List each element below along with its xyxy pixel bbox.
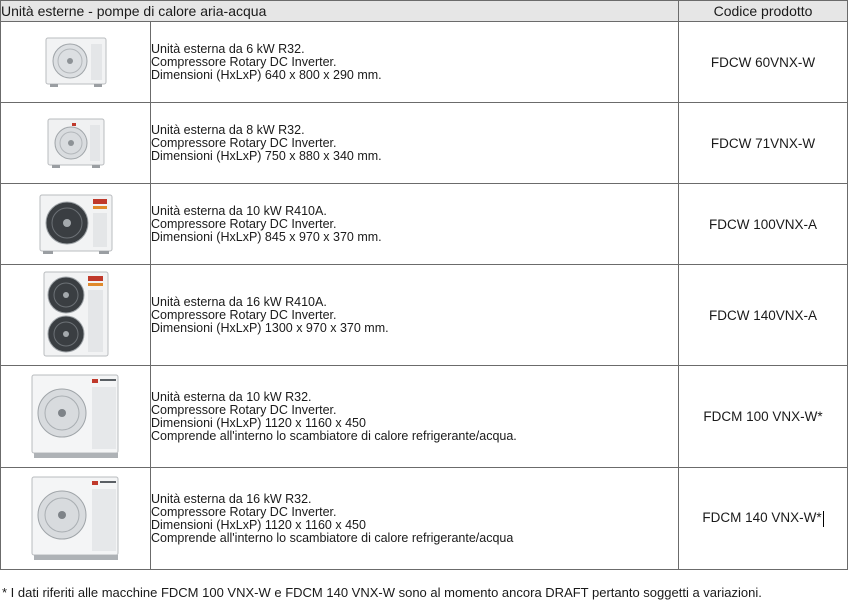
description-line: Dimensioni (HxLxP) 1300 x 970 x 370 mm. [151,320,389,335]
product-description-cell [151,265,679,366]
description-line: Unità esterna da 16 kW R32. [151,491,312,506]
product-image-cell [1,103,151,184]
table-row [1,265,848,366]
description-line: Unità esterna da 10 kW R410A. [151,203,327,218]
description-line: Unità esterna da 16 kW R410A. [151,294,327,309]
description-line: Unità esterna da 6 kW R32. [151,41,305,56]
product-description-cell [151,184,679,265]
description-line: Compressore Rotary DC Inverter. [151,504,337,519]
product-code: FDCW 100VNX-A [679,184,848,265]
outdoor-unit-wide-single-fan-icon [30,475,122,563]
description-line: Dimensioni (HxLxP) 1120 x 1160 x 450 [151,517,366,532]
product-code: FDCW 60VNX-W [679,22,848,103]
header-description: Unità esterne - pompe di calore aria-acqua [1,1,679,22]
table-row [1,103,848,184]
description-line: Unità esterna da 10 kW R32. [151,389,312,404]
description-line: Dimensioni (HxLxP) 845 x 970 x 370 mm. [151,229,382,244]
product-code: FDCM 100 VNX-W* [679,366,848,468]
table-row [1,184,848,265]
product-description-cell [151,366,679,468]
product-code-cell [679,468,848,570]
outdoor-unit-single-fan-icon [44,117,108,169]
description-line: Compressore Rotary DC Inverter. [151,402,337,417]
table-row [1,468,848,570]
description-line: Comprende all'interno lo scambiatore di calore refrigerante/acqua. [151,428,517,443]
description-line: Compressore Rotary DC Inverter. [151,307,337,322]
outdoor-unit-single-fan-icon [37,193,115,255]
product-code: FDCW 71VNX-W [679,103,848,184]
description-line: Compressore Rotary DC Inverter. [151,54,337,69]
description-line: Comprende all'interno lo scambiatore di calore refrigerante/acqua [151,530,514,545]
description-line: Compressore Rotary DC Inverter. [151,135,337,150]
product-description-cell [151,468,679,570]
table-row [1,366,848,468]
description-line: Dimensioni (HxLxP) 750 x 880 x 340 mm. [151,148,382,163]
product-code: FDCM 140 VNX-W* [702,510,822,526]
product-image-cell [1,265,151,366]
outdoor-unit-single-fan-icon [44,36,108,88]
product-image-cell [1,468,151,570]
product-image-cell [1,184,151,265]
product-image-cell [1,22,151,103]
outdoor-unit-double-fan-icon [41,270,111,360]
product-description-cell [151,103,679,184]
product-image-cell [1,366,151,468]
text-cursor [823,511,824,527]
description-line: Unità esterna da 8 kW R32. [151,122,305,137]
table-header-row [1,1,848,22]
description-line: Dimensioni (HxLxP) 1120 x 1160 x 450 [151,415,366,430]
description-line: Dimensioni (HxLxP) 640 x 800 x 290 mm. [151,67,382,82]
header-product-code: Codice prodotto [679,1,848,22]
table-row [1,22,848,103]
footnote: * I dati riferiti alle macchine FDCM 100 VNX-W e FDCM 140 VNX-W sono al momento ancora DRAFT pertanto soggetti a variazioni. [2,585,762,600]
description-line: Compressore Rotary DC Inverter. [151,216,337,231]
outdoor-unit-wide-single-fan-icon [30,373,122,461]
product-description-cell [151,22,679,103]
product-code: FDCW 140VNX-A [679,265,848,366]
